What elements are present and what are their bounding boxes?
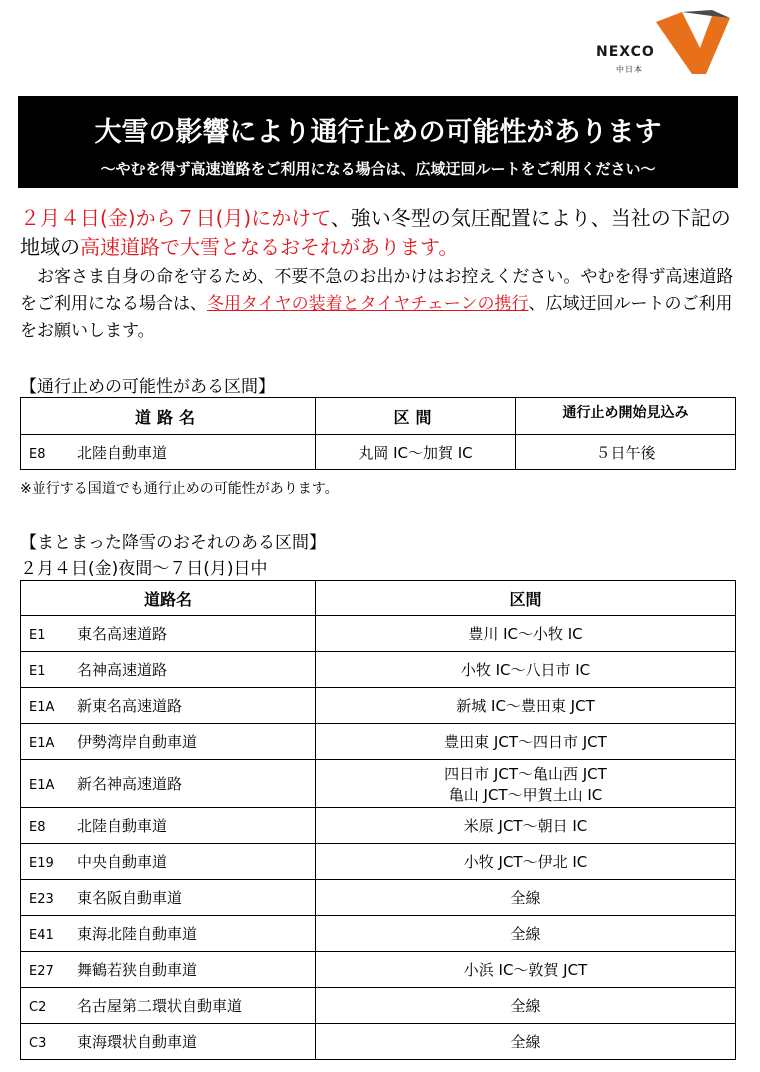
logo-brand: NEXCO xyxy=(596,44,655,60)
lead-date: ２月４日(金)から７日(月)にかけて xyxy=(20,206,331,230)
table-row xyxy=(21,1024,736,1060)
nexco-logo xyxy=(596,8,736,78)
closure-header-row xyxy=(21,398,736,435)
road-cell xyxy=(21,880,316,916)
section-cell: 小牧 IC～八日市 IC xyxy=(316,652,736,688)
table-row xyxy=(21,688,736,724)
section-cell: 豊川 IC～小牧 IC xyxy=(316,616,736,652)
section-line-2: 亀山 JCT～甲賀土山 IC xyxy=(448,785,603,804)
road-code: E8 xyxy=(29,446,46,462)
table-row xyxy=(21,808,736,844)
closure-table xyxy=(20,397,736,470)
table-row xyxy=(21,952,736,988)
road-cell xyxy=(21,1024,316,1060)
road-cell xyxy=(21,844,316,880)
road-code: C2 xyxy=(29,1000,47,1015)
snow-header-section: 区間 xyxy=(316,581,736,616)
banner-subtitle: ～やむを得ず高速道路をご利用になる場合は、広域迂回ルートをご利用ください～ xyxy=(100,160,656,178)
notice-text-1: お客さま自身の命を守るため、不要不急のお出かけはお控えください。やむを得ず高速道路をご利用になる場合は、 xyxy=(20,267,734,314)
road-name: 東名高速道路 xyxy=(77,625,168,643)
section-cell: 米原 JCT～朝日 IC xyxy=(316,808,736,844)
notice-paragraph xyxy=(20,264,742,345)
road-code: C3 xyxy=(29,1036,47,1051)
snow-section-title: 【まとまった降雪のおそれのある区間】 xyxy=(20,533,326,553)
section-cell: 全線 xyxy=(316,880,736,916)
section-line-1: 四日市 JCT～亀山西 JCT xyxy=(444,764,607,783)
road-name: 北陸自動車道 xyxy=(77,817,168,835)
closure-header-section: 区間 xyxy=(316,398,516,435)
section-cell: 全線 xyxy=(316,1024,736,1060)
section-cell: 小牧 JCT～伊北 IC xyxy=(316,844,736,880)
road-name: 名古屋第二環状自動車道 xyxy=(77,997,243,1015)
road-code: E1 xyxy=(29,628,46,643)
road-name: 東海北陸自動車道 xyxy=(77,925,198,943)
road-code: E23 xyxy=(29,892,54,907)
closure-header-road: 道路名 xyxy=(21,398,316,435)
table-row xyxy=(21,988,736,1024)
table-row xyxy=(21,724,736,760)
road-code: E8 xyxy=(29,820,46,835)
road-code: E1A xyxy=(29,778,55,793)
road-name: 東名阪自動車道 xyxy=(77,889,183,907)
table-row xyxy=(21,435,736,470)
closure-start-cell: ５日午後 xyxy=(516,435,736,470)
lead-paragraph xyxy=(20,204,742,262)
road-cell xyxy=(21,916,316,952)
table-row xyxy=(21,880,736,916)
table-row xyxy=(21,616,736,652)
section-cell: 新城 IC～豊田東 JCT xyxy=(316,688,736,724)
closure-section-cell: 丸岡 IC～加賀 IC xyxy=(316,435,516,470)
section-cell xyxy=(316,760,736,808)
table-row xyxy=(21,652,736,688)
banner-title: 大雪の影響により通行止めの可能性があります xyxy=(94,117,662,148)
road-cell xyxy=(21,652,316,688)
table-row xyxy=(21,760,736,808)
section-cell: 豊田東 JCT～四日市 JCT xyxy=(316,724,736,760)
road-code: E1A xyxy=(29,736,55,751)
lead-text: 、強い冬型の気圧配置により、当社の下記の地域の xyxy=(20,206,731,259)
table-row xyxy=(21,916,736,952)
road-name: 名神高速道路 xyxy=(77,661,168,679)
road-cell xyxy=(21,616,316,652)
road-cell xyxy=(21,988,316,1024)
road-code: E1 xyxy=(29,664,46,679)
logo-sub: 中日本 xyxy=(616,65,643,74)
section-cell: 全線 xyxy=(316,916,736,952)
closure-note: ※並行する国道でも通行止めの可能性があります。 xyxy=(20,481,339,497)
closure-header-start: 通行止め開始見込み xyxy=(516,398,736,435)
notice-tire-warning: 冬用タイヤの装着とタイヤチェーンの携行 xyxy=(207,294,529,314)
notice-text-2: 、広域迂回ルートのご利用をお願いします。 xyxy=(20,294,733,341)
road-name: 北陸自動車道 xyxy=(77,443,168,462)
road-cell xyxy=(21,688,316,724)
section-cell: 小浜 IC～敦賀 JCT xyxy=(316,952,736,988)
snow-period: ２月４日(金)夜間～７日(月)日中 xyxy=(20,559,268,579)
road-code: E27 xyxy=(29,964,54,979)
section-cell: 全線 xyxy=(316,988,736,1024)
road-cell xyxy=(21,724,316,760)
road-name: 東海環状自動車道 xyxy=(77,1033,198,1051)
road-cell xyxy=(21,808,316,844)
road-code: E1A xyxy=(29,700,55,715)
road-code: E41 xyxy=(29,928,54,943)
road-cell xyxy=(21,952,316,988)
snow-table xyxy=(20,580,736,1060)
snow-header-road: 道路名 xyxy=(21,581,316,616)
table-row xyxy=(21,844,736,880)
headline-banner xyxy=(18,96,738,188)
closure-section-title: 【通行止めの可能性がある区間】 xyxy=(20,377,275,397)
road-name: 伊勢湾岸自動車道 xyxy=(77,733,198,751)
nexco-v-mark-icon xyxy=(652,8,732,76)
road-name: 新東名高速道路 xyxy=(77,697,183,715)
road-name: 舞鶴若狭自動車道 xyxy=(77,961,198,979)
road-name: 中央自動車道 xyxy=(77,853,168,871)
closure-road-cell xyxy=(21,435,316,470)
lead-warning: 高速道路で大雪となるおそれがあります。 xyxy=(80,235,459,259)
snow-header-row xyxy=(21,581,736,616)
road-code: E19 xyxy=(29,856,54,871)
road-cell xyxy=(21,760,316,808)
road-name: 新名神高速道路 xyxy=(77,775,183,793)
